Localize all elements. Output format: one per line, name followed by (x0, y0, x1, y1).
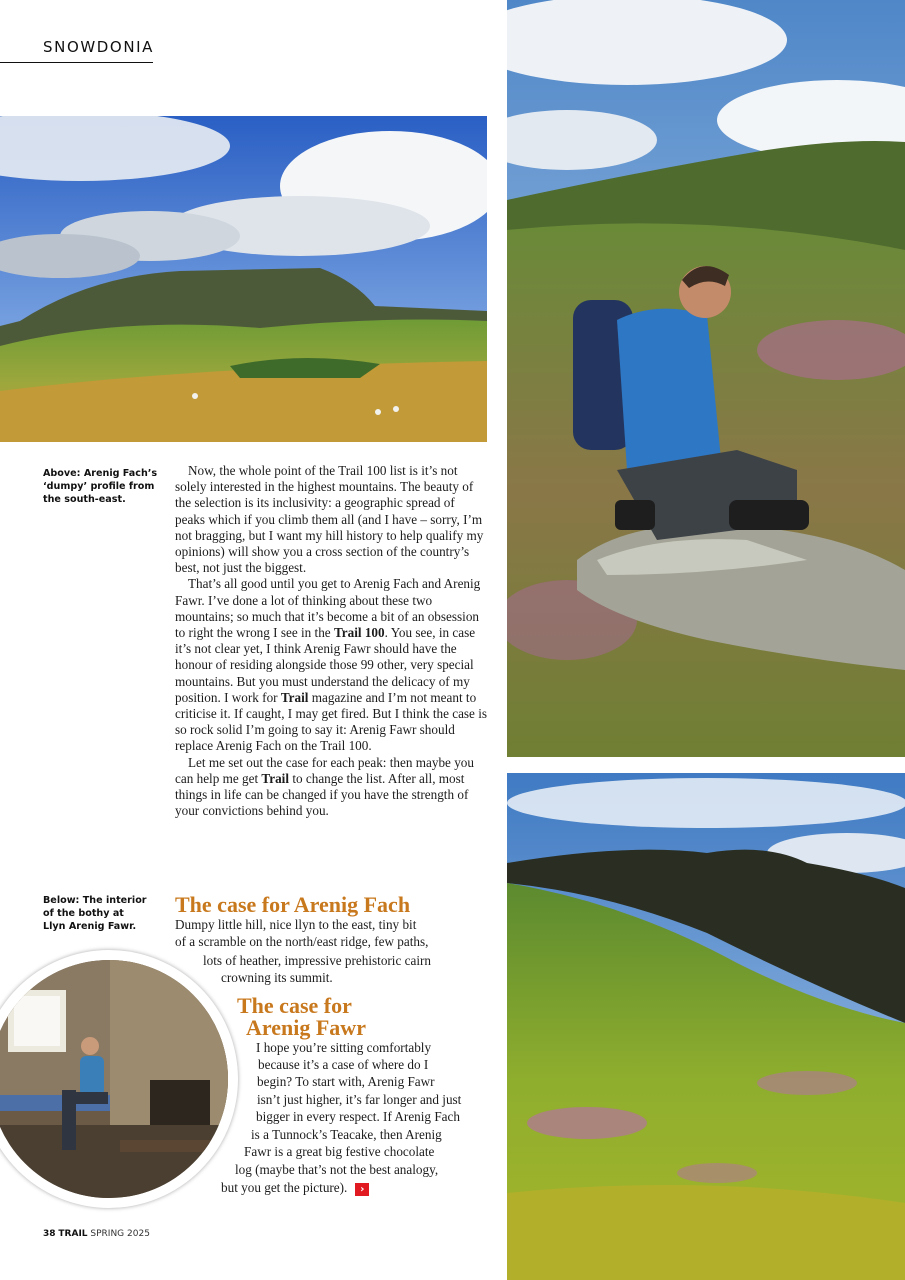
heading-arenig-fawr-2: Arenig Fawr (246, 1015, 366, 1040)
magazine-name: TRAIL (58, 1229, 88, 1239)
fawr-line: bigger in every respect. If Arenig Fach (256, 1109, 460, 1124)
fawr-line-last (221, 1180, 369, 1197)
fawr-line: but you get the picture). (221, 1180, 348, 1195)
text-run: That’s all good until you get to Arenig Fach and Arenig Fawr. I’ve done a lot of thinking about these two mountains; so much that it’s become a bit of an obsession to right the wrong I see in the (175, 576, 481, 641)
caption-above (43, 467, 163, 506)
paragraph-3 (175, 755, 488, 820)
end-of-article-icon: › (355, 1183, 369, 1196)
fach-line: crowning its summit. (221, 970, 333, 985)
article-body (175, 463, 488, 819)
caption-line: ‘dumpy’ profile from (43, 481, 155, 492)
caption-line: Above: Arenig Fach’s (43, 468, 158, 479)
text-run: Let me set out the case for each peak: then maybe you can help me get (175, 754, 474, 786)
text-run: to change the list. After all, most things in life can be changed if you have the strength of your convictions behind you. (175, 770, 469, 819)
fawr-line: Fawr is a great big festive chocolate (244, 1144, 435, 1159)
text-run: . You see, in case it’s not clear yet, I think Arenig Fawr should have the honour of residing alongside those 99 other, very special mountains. But you must understand the delicacy of my position. I work for (175, 625, 476, 705)
caption-below (43, 894, 163, 933)
caption-line: Below: The interior (43, 895, 147, 906)
page-footer (43, 1229, 150, 1239)
fawr-line: isn’t just higher, it’s far longer and just (257, 1092, 462, 1107)
bothy-interior-photo (0, 960, 228, 1198)
arenig-fach-photo (0, 116, 487, 442)
heading-arenig-fawr-1: The case for (237, 993, 352, 1018)
page-number: 38 (43, 1229, 56, 1239)
fawr-line: log (maybe that’s not the best analogy, (235, 1162, 439, 1177)
heading-arenig-fach: The case for Arenig Fach (175, 892, 411, 917)
caption-line: of the bothy at (43, 908, 124, 919)
paragraph-2 (175, 576, 488, 754)
fawr-line: I hope you’re sitting comfortably (256, 1040, 432, 1055)
text-run-bold: Trail (280, 689, 309, 705)
fawr-line: because it’s a case of where do I (258, 1057, 429, 1072)
fach-line: lots of heather, impressive prehistoric cairn (203, 953, 431, 968)
text-run-bold: Trail (261, 770, 290, 786)
fach-line: of a scramble on the north/east ridge, few paths, (175, 934, 429, 949)
hiker-on-rock-photo (507, 0, 905, 757)
paragraph-1: Now, the whole point of the Trail 100 list is it’s not solely interested in the highest mountains. The beauty of the selection is its inclusivity: a geographic spread of peaks which if you climb them all (and I have – sorry, I’m not bragging, but I want my hill history to help qualify my opinions) will show you a cross section of the country’s best, not just the biggest. (175, 463, 484, 576)
fawr-line: is a Tunnock’s Teacake, then Arenig (251, 1127, 442, 1142)
section-label: SNOWDONIA (43, 38, 155, 56)
arenig-fawr-photo (507, 773, 905, 1280)
section-rule (0, 62, 153, 63)
caption-line: the south-east. (43, 494, 126, 505)
fach-line: Dumpy little hill, nice llyn to the east, tiny bit (175, 917, 417, 932)
text-run: magazine and I’m not meant to criticise it. If caught, I may get fired. But I think the case is so rock solid I’m going to say it: Arenig Fawr should replace Arenig Fach on the Trail 100. (175, 689, 488, 754)
issue-date: SPRING 2025 (90, 1229, 150, 1239)
caption-line: Llyn Arenig Fawr. (43, 921, 137, 932)
fawr-line: begin? To start with, Arenig Fawr (257, 1074, 435, 1089)
text-run-bold: Trail 100 (333, 625, 385, 641)
